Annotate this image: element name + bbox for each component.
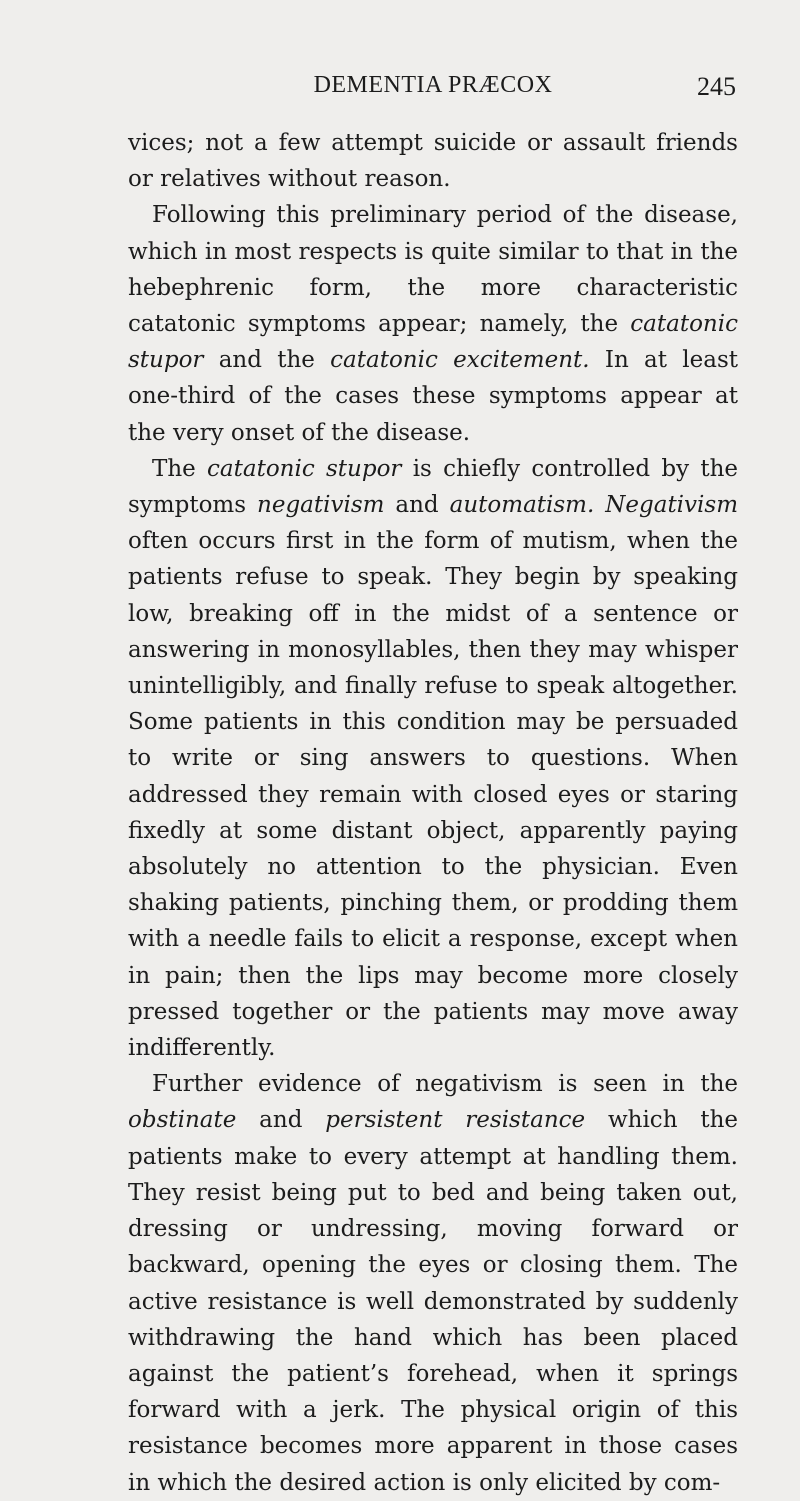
paragraph bbox=[128, 125, 738, 197]
page-header bbox=[130, 72, 736, 102]
paragraph bbox=[128, 197, 738, 450]
page-number: 245 bbox=[697, 72, 736, 101]
text-run: vices; not a few attempt suicide or assault friends or relatives without reason. bbox=[128, 130, 738, 193]
italic-run: automatism. Negativism bbox=[449, 492, 739, 519]
paragraph bbox=[128, 451, 738, 1066]
italic-run: negativism bbox=[257, 492, 385, 519]
italic-run: obstinate bbox=[128, 1107, 237, 1134]
text-run: and bbox=[236, 1107, 326, 1134]
text-run: often occurs first in the form of mutism, when the patients refuse to speak. They begin by speaking low, breaking off in the midst of a sentence or answering in monosyllables, then they may whisper unintelligibly, and finally refuse to speak altogether. Some patients in this condition may be persuaded to write or sing answers to questions. When addressed they remain with closed eyes or staring fixedly at some distant object, apparently paying absolutely no attention to the physician. Even shaking patients, pinching them, or prodding them with a needle fails to elicit a response, except when in pain; then the lips may become more closely pressed together or the patients may move away indifferently. bbox=[128, 528, 738, 1062]
text-run: which the patients make to every attempt at handling them. They resist being put to bed and being taken out, dressing or undressing, moving forward or backward, opening the eyes or closing them. The active resistance is well demonstrated by suddenly withdrawing the hand which has been placed against the patient’s forehead, when it springs forward with a jerk. The physical origin of this resistance becomes more apparent in those cases in which the desired action is only elicited by com- bbox=[128, 1107, 738, 1496]
italic-run: persistent resistance bbox=[325, 1107, 586, 1134]
text-run: In at least one-third of the cases these symptoms appear at the very onset of the disease. bbox=[128, 347, 738, 446]
body-text bbox=[128, 125, 738, 1501]
text-run: and bbox=[384, 492, 450, 519]
text-run: is chiefly controlled by the symptoms bbox=[128, 455, 738, 519]
italic-run: catatonic stupor bbox=[207, 455, 402, 482]
italic-run: catatonic excitement. bbox=[330, 347, 590, 374]
italic-run: catatonic stupor bbox=[128, 311, 738, 374]
paragraph bbox=[128, 1066, 738, 1500]
running-head: DEMENTIA PRÆCOX bbox=[313, 72, 553, 98]
text-run: Further evidence of negativism is seen in the bbox=[152, 1071, 738, 1098]
text-run: Following this preliminary period of the disease, which in most respects is quite similar to that in the hebephrenic form, the more characteristic catatonic symptoms appear; namely, the bbox=[128, 202, 738, 338]
text-run: and the bbox=[203, 347, 331, 374]
text-run: The bbox=[152, 455, 208, 482]
